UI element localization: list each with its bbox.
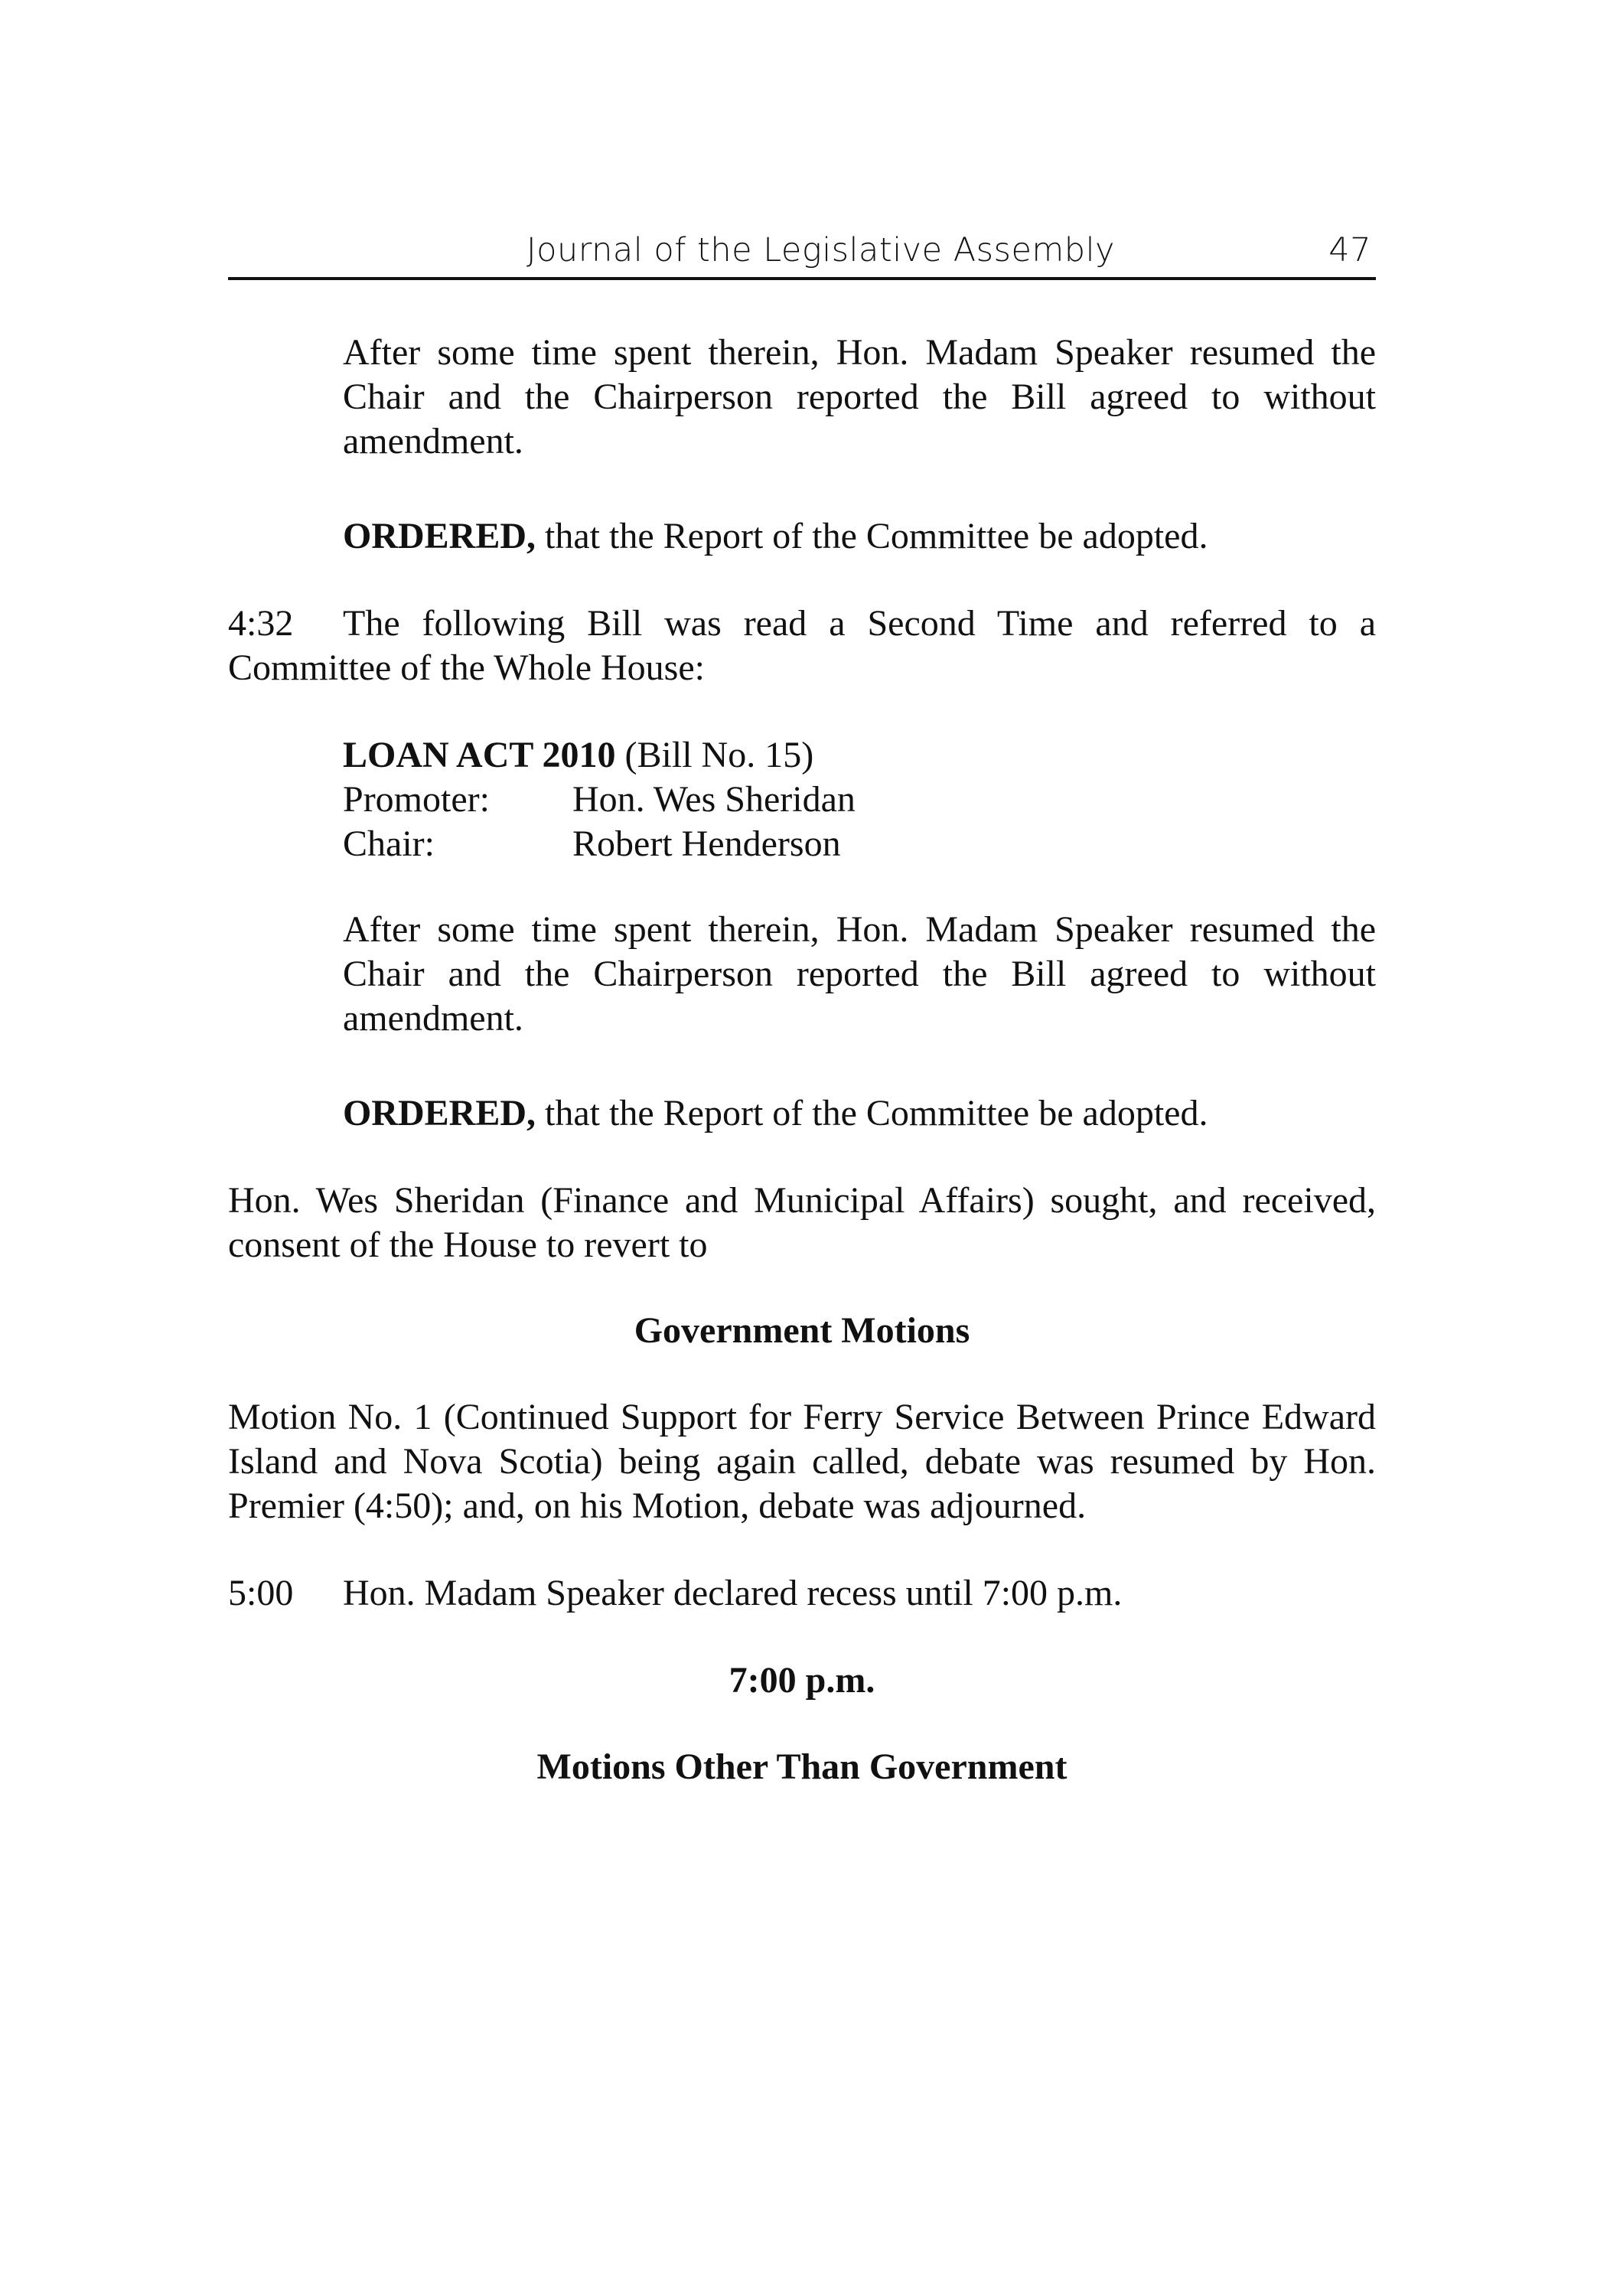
heading-time: 7:00 p.m. — [729, 1660, 875, 1701]
promoter-label: Promoter: — [343, 779, 490, 820]
item-text: Hon. Madam Speaker declared recess until 7:00 p.m. — [343, 1573, 1123, 1613]
ordered-paragraph-2 — [343, 1091, 1376, 1136]
consent-paragraph: Hon. Wes Sheridan (Finance and Municipal Affairs) sought, and received, consent of the House to revert to — [228, 1180, 1376, 1265]
time-stamp: 5:00 — [228, 1573, 294, 1613]
bill-promoter-row — [343, 778, 1376, 822]
bill-title: LOAN ACT 2010 — [343, 735, 616, 775]
bill-chair-row — [343, 822, 1376, 866]
ordered-label: ORDERED, — [343, 516, 536, 556]
item-5-00 — [228, 1571, 1376, 1616]
bill-title-line — [343, 733, 1376, 778]
ordered-paragraph-1 — [343, 514, 1376, 559]
heading-motions-other-than-government: Motions Other Than Government — [536, 1746, 1068, 1787]
motion-paragraph: Motion No. 1 (Continued Support for Ferry Service Between Prince Edward Island and Nova Scotia) being again called, debate was resumed by Hon. Premier (4:50); and, on his Motion, debate was adjourned. — [228, 1397, 1376, 1526]
ordered-text: that the Report of the Committee be adopted. — [536, 1093, 1208, 1133]
page-number: 47 — [1328, 231, 1371, 269]
chair-label: Chair: — [343, 823, 435, 864]
ordered-label: ORDERED, — [343, 1093, 536, 1133]
running-header — [228, 230, 1376, 280]
chair-value: Robert Henderson — [572, 823, 841, 864]
item-4-32 — [228, 602, 1376, 690]
paragraph-committee-report-2: After some time spent therein, Hon. Madam Speaker resumed the Chair and the Chairperson reported the Bill agreed to without amendment. — [343, 909, 1376, 1039]
time-stamp: 4:32 — [228, 603, 294, 644]
bill-number: (Bill No. 15) — [615, 735, 814, 775]
promoter-value: Hon. Wes Sheridan — [572, 779, 856, 820]
heading-government-motions: Government Motions — [634, 1310, 970, 1351]
ordered-text: that the Report of the Committee be adopted. — [536, 516, 1208, 556]
item-text: The following Bill was read a Second Time and referred to a Committee of the Whole House: — [228, 603, 1376, 688]
paragraph-committee-report-1: After some time spent therein, Hon. Madam Speaker resumed the Chair and the Chairperson reported the Bill agreed to without amendment. — [343, 332, 1376, 461]
journal-title: Journal of the Legislative Assembly — [526, 231, 1115, 269]
